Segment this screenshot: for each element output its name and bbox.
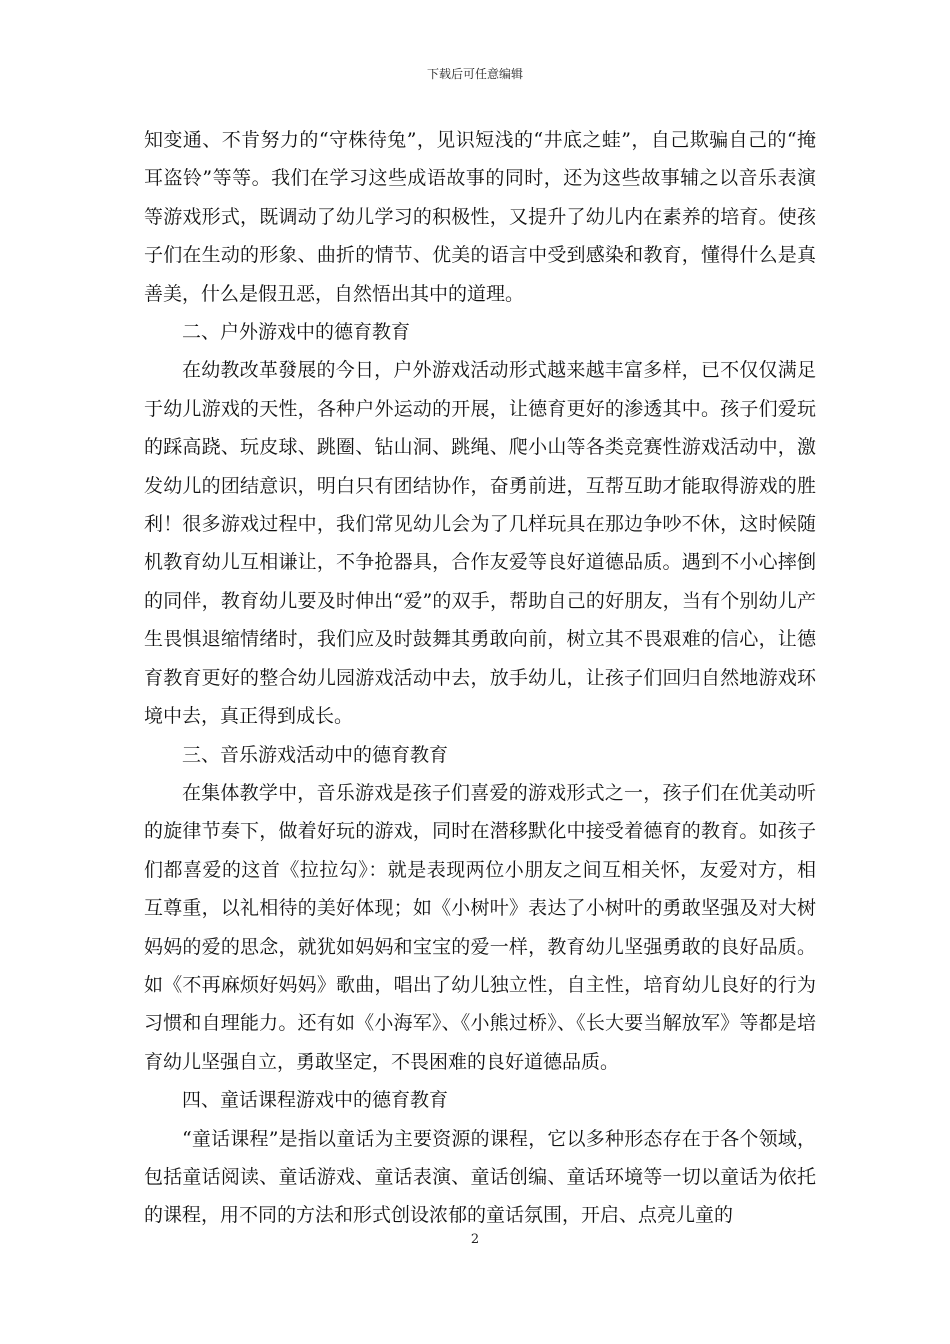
paragraph-continued: 知变通、不肯努力的“守株待兔”，见识短浅的“井底之蛙”，自己欺骗自己的“掩耳盗铃”等等。我们在学习这些成语故事的同时，还为这些故事辅之以音乐表演等游戏形式，既调动了幼儿学习的积极性，又提升了幼儿内在素养的培育。使孩子们在生动的形象、曲折的情节、优美的语言中受到感染和教育，懂得什么是真善美，什么是假丑恶，自然悟出其中的道理。 — [144, 129, 816, 305]
section-heading-fairy-tale-games: 四、童话课程游戏中的德育教育 — [182, 1089, 449, 1112]
page-number: 2 — [470, 1232, 480, 1247]
paragraph-outdoor-games: 在幼教改革發展的今日，户外游戏活动形式越来越丰富多样，已不仅仅满足于幼儿游戏的天性，各种户外运动的开展，让德育更好的渗透其中。孩子们爱玩的踩高跷、玩皮球、跳圈、钻山洞、跳绳、爬小山等各类竞赛性游戏活动中，激发幼儿的团结意识，明白只有团结协作，奋勇前进，互帮互助才能取得游戏的胜利！很多游戏过程中，我们常见幼儿会为了几样玩具在那边争吵不休，这时候随机教育幼儿互相谦让，不争抢器具，合作友爱等良好道德品质。遇到不小心摔倒的同伴，教育幼儿要及时伸出“爱”的双手，帮助自己的好朋友，当有个别幼儿产生畏惧退缩情绪时，我们应及时鼓舞其勇敢向前，树立其不畏艰难的信心，让德育教育更好的整合幼儿园游戏活动中去，放手幼儿，让孩子们回归自然地游戏环境中去，真正得到成长。 — [144, 359, 816, 728]
section-heading-outdoor-games: 二、户外游戏中的德育教育 — [182, 321, 411, 344]
document-body — [144, 121, 816, 1235]
paragraph-music-games: 在集体教学中，音乐游戏是孩子们喜爱的游戏形式之一，孩子们在优美动听的旋律节奏下，做着好玩的游戏，同时在潜移默化中接受着德育的教育。如孩子们都喜爱的这首《拉拉勾》：就是表现两位小朋友之间互相关怀，友爱对方，相互尊重，以礼相待的美好体现；如《小树叶》表达了小树叶的勇敢坚强及对大树妈妈的爱的思念，就犹如妈妈和宝宝的爱一样，教育幼儿坚强勇敢的良好品质。如《不再麻烦好妈妈》歌曲，唱出了幼儿独立性，自主性，培育幼儿良好的行为习惯和自理能力。还有如《小海军》、《小熊过桥》、《长大要当解放军》等都是培育幼儿坚强自立，勇敢坚定，不畏困难的良好道德品质。 — [144, 781, 816, 1073]
page-header: 下载后可任意编辑 — [426, 67, 523, 81]
paragraph-fairy-tale-games: “童话课程”是指以童话为主要资源的课程，它以多种形态存在于各个领域，包括童话阅读、童话游戏、童话表演、童话创编、童话环境等一切以童话为依托的课程，用不同的方法和形式创设浓郁的童话氛围，开启、点亮儿童的 — [144, 1127, 816, 1227]
section-heading-music-games: 三、音乐游戏活动中的德育教育 — [182, 743, 449, 766]
